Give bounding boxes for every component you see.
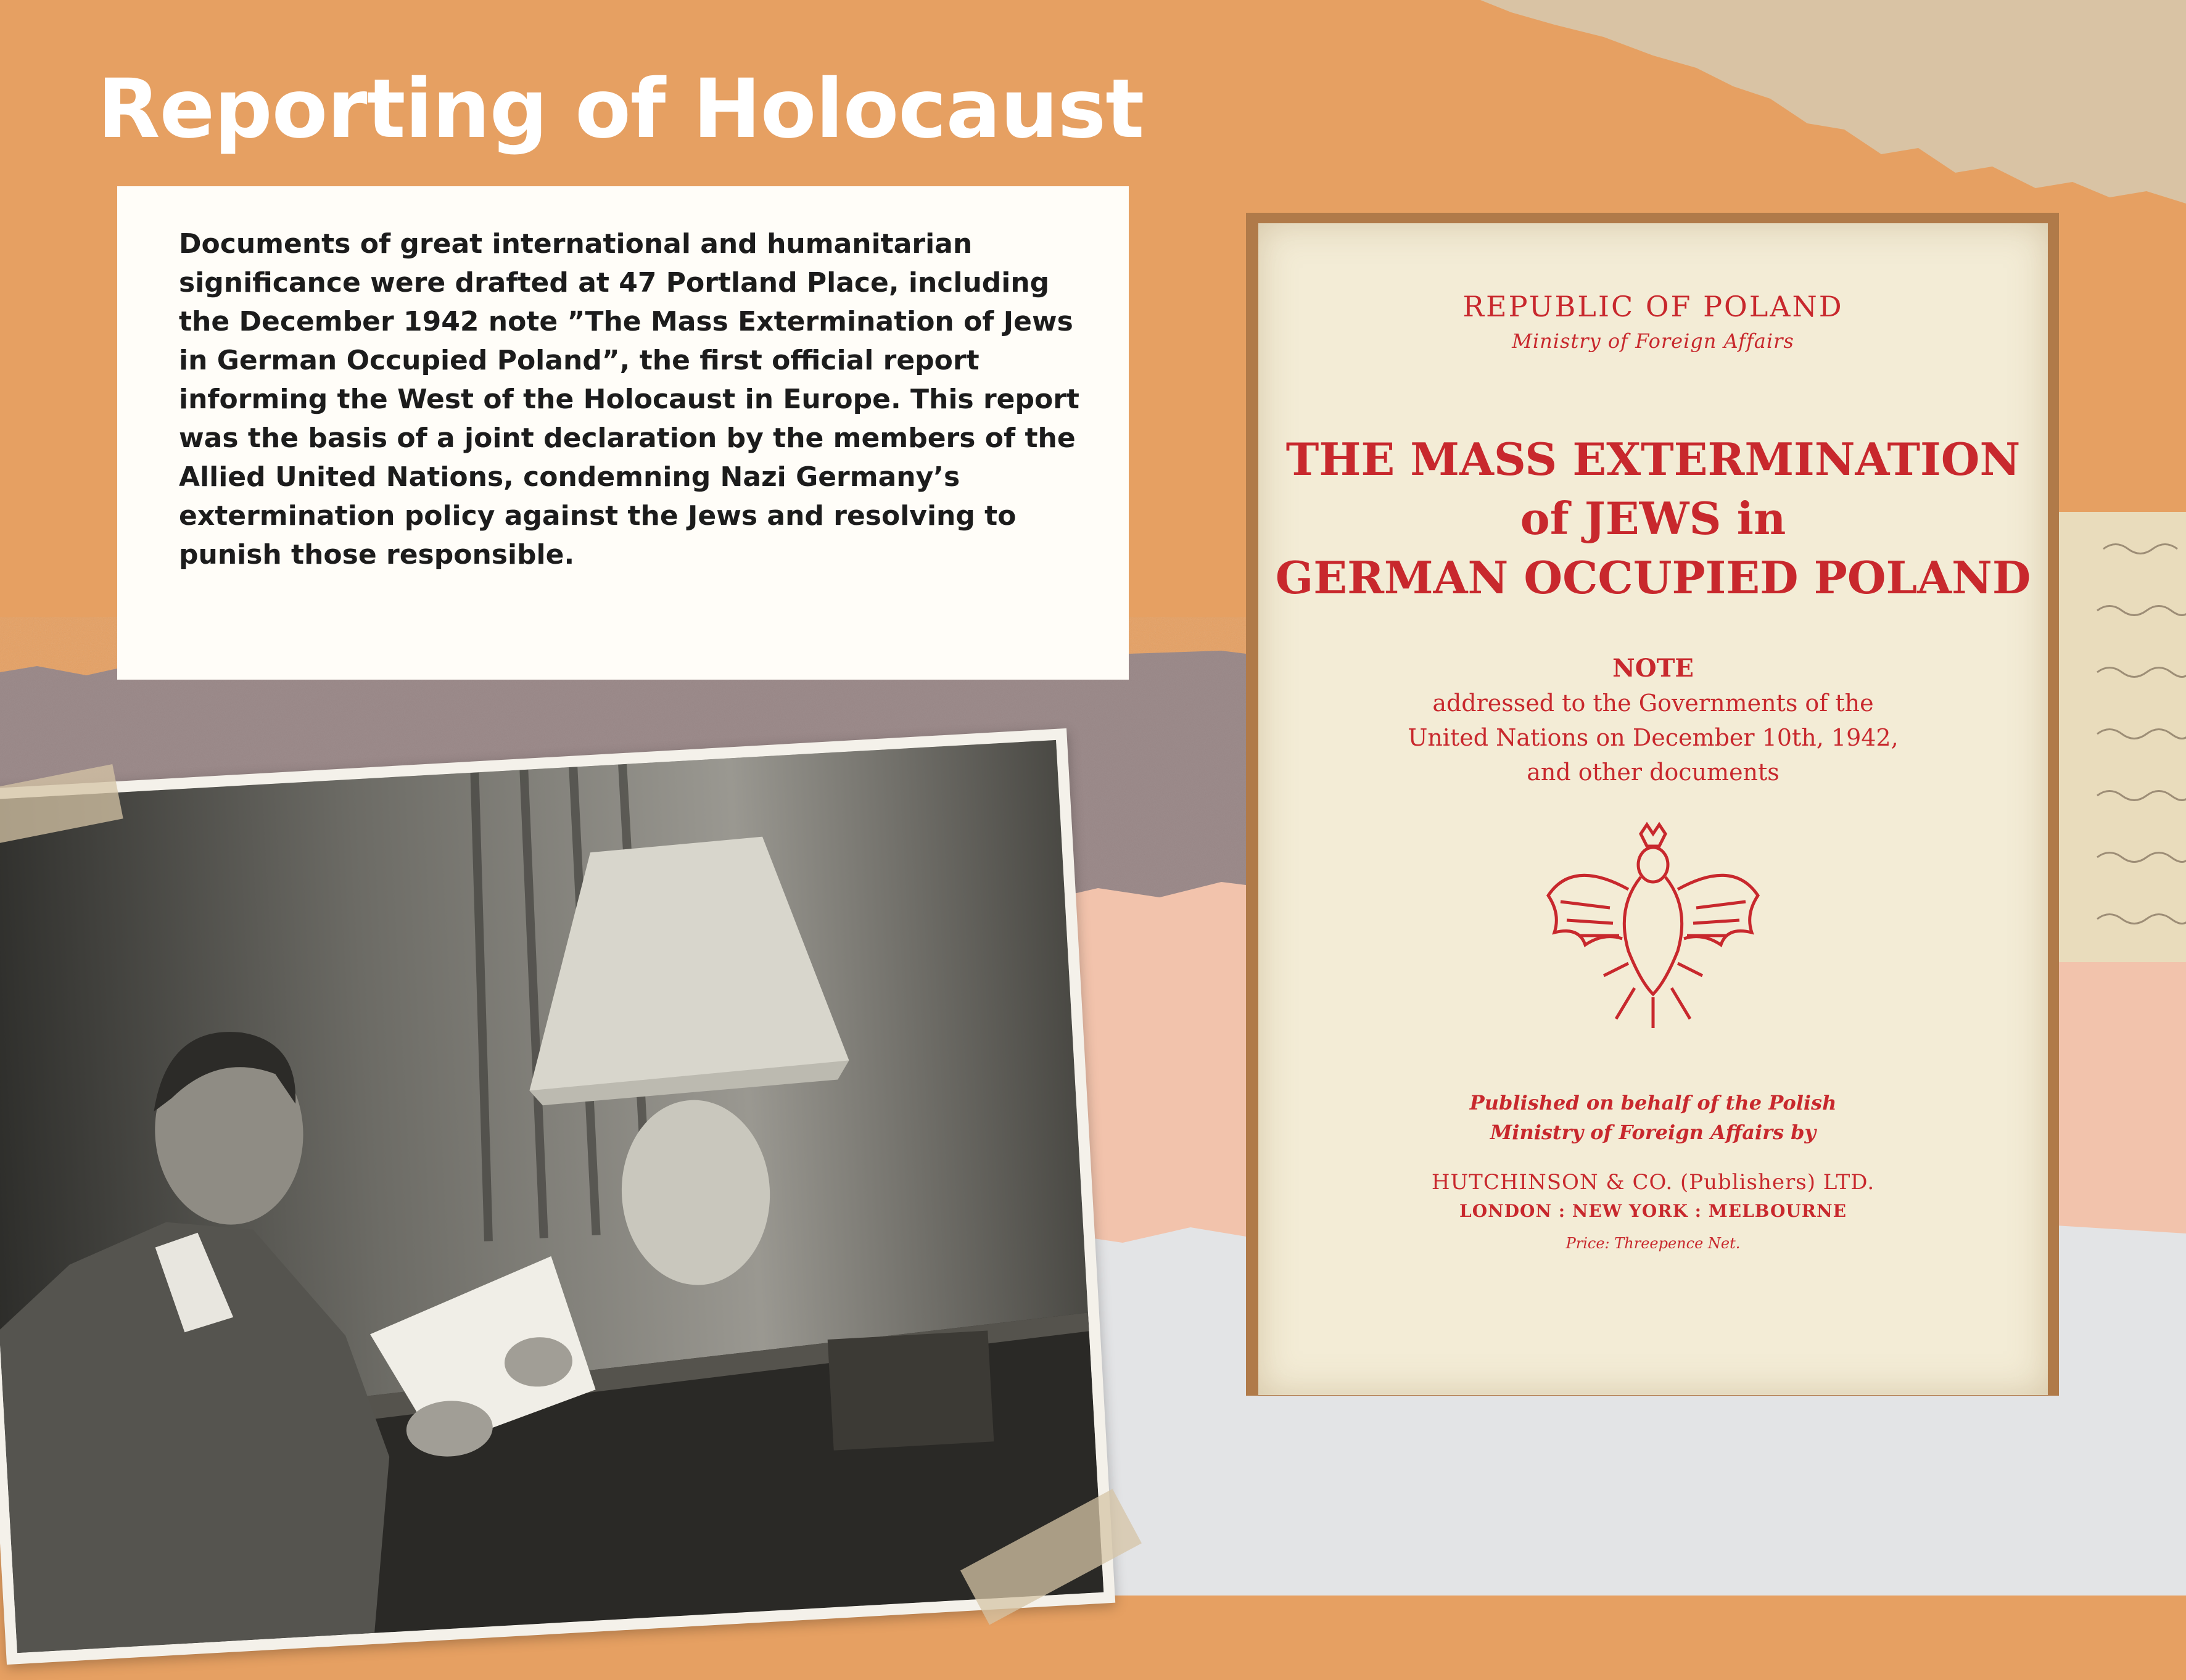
booklet-headline xyxy=(1258,430,2048,607)
booklet-headline-1: THE MASS EXTERMINATION xyxy=(1285,433,2021,485)
booklet-address-1: addressed to the Governments of the xyxy=(1432,690,1874,717)
booklet-published-2: Ministry of Foreign Affairs by xyxy=(1490,1121,1817,1144)
text-card xyxy=(117,186,1129,680)
body-text: Documents of great international and humanitarian significance were drafted at 47 Portland Place, including the December 1942 note ”The Mass Extermination of Jews in German Occupied Poland”, the first official report informing the West of the Holocaust in Europe. This report was the basis of a joint declaration by the members of the Allied United Nations, condemning Nazi Germany’s extermination policy against the Jews and resolving to punish those responsible. xyxy=(179,228,1079,570)
booklet-published xyxy=(1258,1088,2048,1147)
booklet-republic: REPUBLIC OF POLAND xyxy=(1462,290,1844,323)
booklet-note: NOTE xyxy=(1612,654,1694,683)
booklet-published-1: Published on behalf of the Polish xyxy=(1469,1091,1837,1114)
polish-eagle-icon xyxy=(1536,821,1770,1031)
page-title: Reporting of Holocaust xyxy=(97,62,1144,157)
booklet-cover xyxy=(1258,223,2048,1395)
booklet-cities: LONDON : NEW YORK : MELBOURNE xyxy=(1459,1201,1847,1221)
photo-image xyxy=(0,740,1103,1653)
booklet-headline-2: of JEWS in xyxy=(1520,492,1786,545)
booklet-price: Price: Threepence Net. xyxy=(1565,1235,1741,1252)
booklet-address xyxy=(1258,686,2048,789)
man-at-desk-icon xyxy=(0,740,1103,1653)
booklet-address-2: United Nations on December 10th, 1942, xyxy=(1408,724,1899,751)
booklet-address-3: and other documents xyxy=(1527,759,1780,786)
booklet-publisher: HUTCHINSON & CO. (Publishers) LTD. xyxy=(1431,1170,1875,1195)
historic-photo xyxy=(0,728,1115,1665)
booklet-headline-3: GERMAN OCCUPIED POLAND xyxy=(1275,551,2031,604)
booklet-ministry: Ministry of Foreign Affairs xyxy=(1512,329,1794,353)
